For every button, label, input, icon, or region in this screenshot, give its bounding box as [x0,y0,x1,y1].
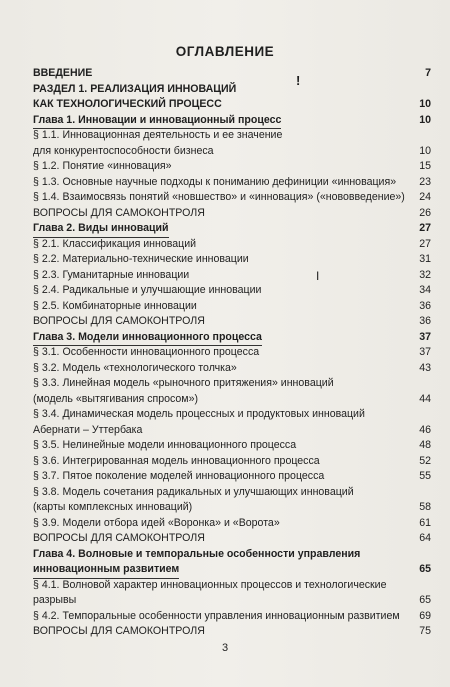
toc-entry [33,206,431,222]
toc-entry-page: 65 [419,594,431,606]
toc-entry [33,159,431,175]
toc-entry [33,624,431,640]
toc-entry-title: § 3.4. Динамическая модель процессных и продуктовых инноваций [33,408,365,420]
toc-entry-title: § 3.9. Модели отбора идей «Воронка» и «Ворота» [33,516,280,529]
toc-entry-page: 69 [419,609,431,622]
toc-entry-title: § 4.2. Темпоральные особенности управления инновационным развитием [33,609,400,622]
toc-entry-title: Глава 2. Виды инноваций [33,221,169,238]
toc-entry [33,128,431,144]
toc-entry-page: 31 [419,253,431,265]
toc-entry [33,299,431,315]
page-number: 3 [221,642,229,654]
toc-entry-page: 34 [419,284,431,296]
toc-entry [33,438,431,454]
toc-entry-title: (модель «вытягивания спросом») [33,392,199,405]
exclamation-mark: ! [296,72,301,88]
toc-entry [33,407,431,423]
toc-entry-page: 37 [419,346,431,358]
toc-entry-title: Глава 3. Модели инновационного процесса [33,330,262,347]
toc-entry-title: § 3.2. Модель «технологического толчка» [33,361,237,374]
toc-entry [33,345,431,361]
toc-entry [33,144,431,160]
toc-entry-title: § 1.2. Понятие «инновация» [33,160,172,172]
toc-entry [33,237,431,253]
toc-entry-page: 44 [419,392,431,405]
toc-entry-title: § 2.5. Комбинаторные инновации [33,299,197,312]
toc-entry-page: 52 [419,454,431,467]
toc-entry [33,392,431,408]
toc-entry-title: (карты комплексных инноваций) [33,501,193,513]
toc-entry [33,609,431,625]
toc-entry [33,361,431,377]
toc-entry-page: 27 [419,222,431,234]
toc-entry [33,516,431,532]
toc-entry-page: 32 [419,268,431,281]
toc-entry-title: разрывы [33,594,77,606]
toc-entry-page: 75 [419,625,431,637]
toc-entry-title: ВОПРОСЫ ДЛЯ САМОКОНТРОЛЯ [33,625,205,637]
toc-entry-page: 26 [419,206,431,219]
toc-entry-page: 43 [419,361,431,374]
toc-entry [33,531,431,547]
table-of-contents [33,66,431,640]
toc-entry-page: 27 [419,237,431,250]
toc-entry-title: § 2.3. Гуманитарные инновации [33,268,190,281]
toc-entry-title: § 3.5. Нелинейные модели инновационного процесса [33,439,297,451]
toc-entry-page: 36 [419,315,431,327]
toc-entry-page: 24 [419,191,431,203]
toc-entry-page: 37 [419,330,431,343]
toc-entry-title: § 3.8. Модель сочетания радикальных и улучшающих инноваций [33,485,354,498]
toc-entry [33,578,431,594]
toc-entry-title: § 2.2. Материально-технические инновации [33,253,249,265]
toc-entry-page: 65 [419,563,431,575]
toc-entry-title: ВОПРОСЫ ДЛЯ САМОКОНТРОЛЯ [33,315,205,327]
toc-entry-title: § 1.1. Инновационная деятельность и ее значение [33,129,283,141]
toc-entry-title: инновационным развитием [33,562,179,579]
toc-entry [33,268,431,284]
toc-entry [33,500,431,516]
toc-entry-title: § 3.6. Интегрированная модель инновационного процесса [33,454,320,467]
toc-entry [33,283,431,299]
toc-entry [33,593,431,609]
toc-entry-title: ВОПРОСЫ ДЛЯ САМОКОНТРОЛЯ [33,532,205,544]
toc-entry-page: 64 [419,532,431,544]
toc-entry-page: 15 [419,160,431,172]
toc-entry [33,175,431,191]
toc-entry-title: ВВЕДЕНИЕ [33,67,93,79]
toc-entry-page: 10 [419,144,431,157]
toc-entry-page: 7 [425,67,431,79]
toc-entry-title: § 3.1. Особенности инновационного процесса [33,346,260,358]
toc-entry [33,314,431,330]
toc-entry [33,190,431,206]
text-cursor-icon: I [316,268,320,283]
toc-entry [33,252,431,268]
toc-entry-page: 48 [419,439,431,451]
toc-entry-title: Глава 4. Волновые и темпоральные особенности управления [33,547,361,560]
toc-entry-title: РАЗДЕЛ 1. РЕАЛИЗАЦИЯ ИННОВАЦИЙ [33,82,237,95]
toc-entry-page: 55 [419,470,431,482]
toc-entry [33,469,431,485]
toc-entry-title: § 3.3. Линейная модель «рыночного притяжения» инноваций [33,377,334,389]
toc-entry-title: КАК ТЕХНОЛОГИЧЕСКИЙ ПРОЦЕСС [33,98,222,110]
toc-entry-title: § 2.1. Классификация инноваций [33,237,197,250]
toc-entry-title: § 1.4. Взаимосвязь понятий «новшество» и «инновация» («нововведение») [33,191,405,203]
toc-entry-title: § 4.1. Волновой характер инновационных процессов и технологические [33,578,387,591]
toc-entry-title: § 1.3. Основные научные подходы к пониманию дефиниции «инновация» [33,175,397,188]
toc-entry-page: 23 [419,175,431,188]
toc-entry [33,423,431,439]
toc-entry-page: 58 [419,501,431,513]
toc-entry-title: § 2.4. Радикальные и улучшающие инновации [33,284,262,296]
toc-entry-page: 46 [419,423,431,436]
toc-entry-page: 10 [419,113,431,126]
toc-entry [33,376,431,392]
toc-entry [33,330,431,346]
toc-entry-page: 10 [419,98,431,110]
toc-entry [33,82,431,98]
toc-entry-title: ВОПРОСЫ ДЛЯ САМОКОНТРОЛЯ [33,206,205,219]
toc-entry-page: 61 [419,516,431,529]
toc-entry [33,97,431,113]
toc-entry-title: § 3.7. Пятое поколение моделей инновационного процесса [33,470,325,482]
toc-entry [33,221,431,237]
toc-entry [33,485,431,501]
toc-entry [33,547,431,563]
toc-entry-title: Глава 1. Инновации и инновационный процесс [33,113,281,130]
toc-entry [33,454,431,470]
toc-entry-page: 36 [419,299,431,312]
toc-entry-title: Абернати – Уттербака [33,423,143,436]
toc-entry [33,562,431,578]
toc-entry-title: для конкурентоспособности бизнеса [33,144,214,157]
page-title: ОГЛАВЛЕНИЕ [175,44,275,59]
toc-entry [33,66,431,82]
